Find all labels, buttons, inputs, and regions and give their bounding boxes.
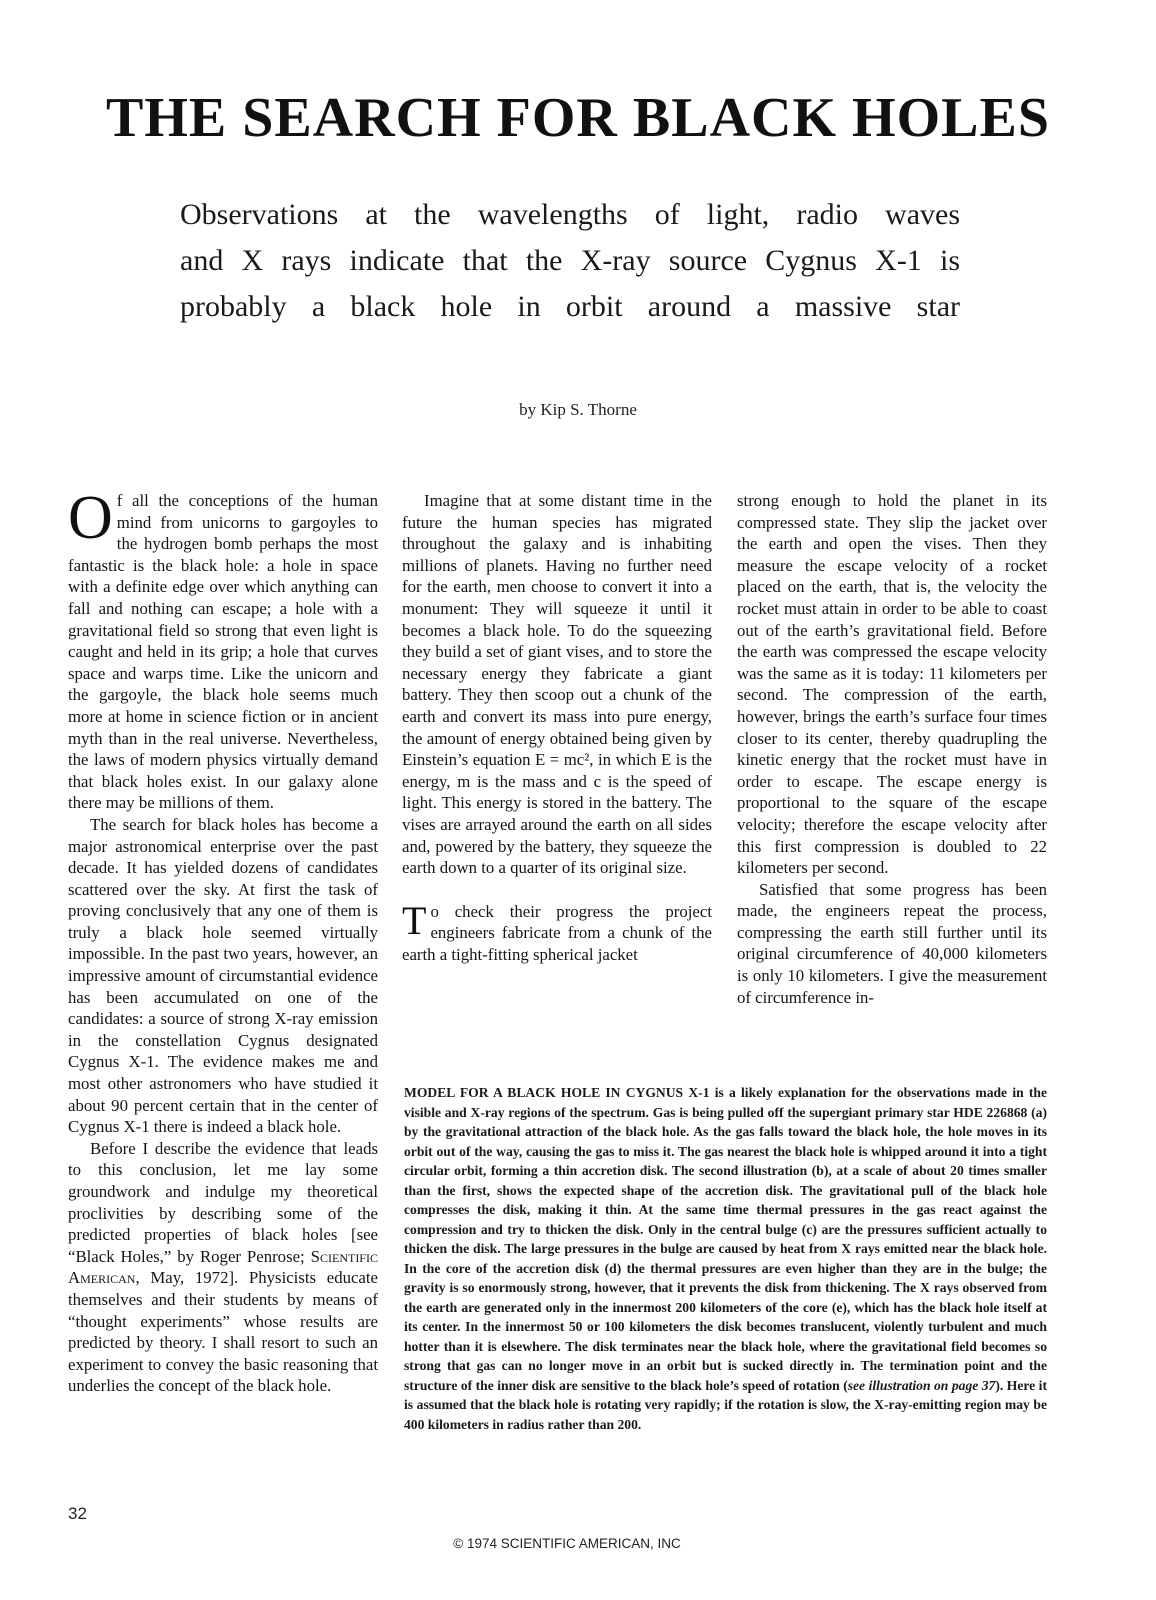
text-column-3	[737, 490, 1047, 1008]
paragraph	[402, 897, 712, 966]
paragraph-text: o check their progress the project engineers fabricate from a chunk of the earth a tight-fitting spherical jacket	[402, 901, 712, 964]
byline: by Kip S. Thorne	[519, 400, 637, 419]
magazine-name: Scientific American	[68, 1246, 378, 1288]
page-number: 32	[68, 1504, 87, 1523]
text-column-1	[68, 484, 378, 1397]
caption-text: MODEL FOR A BLACK HOLE IN CYGNUS X-1 is a likely explanation for the observations made in the visible and X-ray regions of the spectrum. Gas is being pulled off the supergiant primary star HDE 226868 (a) by the gravitational attraction of the black hole. As the gas falls toward the black hole, the hole moves in its orbit out of the way, causing the gas to miss it. The gas nearest the black hole is whipped around it into a tight circular orbit, forming a thin accretion disk. The second illustration (b), at a scale of about 20 times smaller than the first, shows the expected shape of the accretion disk. The gravitational pull of the black hole compresses the disk, making it thin. At the same time thermal pressures in the gas react against the compression and try to thicken the disk. Only in the central bulge (c) are the pressures sufficient actually to thicken the disk. The large pressures in the bulge are caused by heat from X rays emitted near the black hole. In the core of the accretion disk (d) the thermal pressures are even higher than they are in the bulge; the gravity is so enormously strong, however, that it prevents the disk from thickening. The X rays observed from the earth are generated only in the innermost 200 kilometers of the core (e), which has the black hole itself at its center. In the innermost 50 or 100 kilometers the disk becomes translucent, violently turbulent and much hotter than it is elsewhere. The disk terminates near the black hole, where the gravitational field becomes so strong that gas can no longer move in an orbit but is sucked directly in. The termination point and the structure of the inner disk are sensitive to the black hole’s speed of rotation (	[404, 1085, 1047, 1393]
paragraph-text: , May, 1972]. Physicists educate themselves and their students by means of “thought experiments” whose results are predicted by theory. I shall resort to such an experiment to convey the basic reasoning that underlies the concept of the black hole.	[68, 1268, 378, 1396]
article-subtitle	[180, 192, 960, 330]
paragraph-text: Before I describe the evidence that leads to this conclusion, let me lay some groundwork and indulge my theoretical proclivities by describing some of the predicted properties of black holes [see “Black Holes,” by Roger Penrose;	[68, 1138, 378, 1266]
figure-caption	[404, 1083, 1047, 1434]
paragraph: Imagine that at some distant time in the future the human species has migrated throughout the galaxy and is inhabiting millions of planets. Having no further need for the earth, men choose to convert it into a monument: They will squeeze it until it becomes a black hole. To do the squeezing they build a set of giant vises, and to store the necessary energy they fabricate a giant battery. They then scoop out a chunk of the earth and convert its mass into pure energy, the amount of energy obtained being given by Einstein’s equation E = mc², in which E is the energy, m is the mass and c is the speed of light. This energy is stored in the battery. The vises are arrayed around the earth on all sides and, powered by the battery, they squeeze the earth down to a quarter of its original size.	[402, 491, 712, 878]
article-title: THE SEARCH FOR BLACK HOLES	[106, 87, 1050, 149]
paragraph: strong enough to hold the planet in its compressed state. They slip the jacket over the earth and open the vises. Then they measure the escape velocity of a rocket placed on the earth, that is, the velocity the rocket must attain in order to be able to coast out of the earth’s gravitational field. Before the earth was compressed the escape velocity was the same as it is today: 11 kilometers per second. The compression of the earth, however, brings the earth’s surface four times closer to its center, thereby quadrupling the kinetic energy that the rocket must have in order to escape. The escape energy is proportional to the square of the escape velocity; therefore the escape velocity after this first compression is doubled to 22 kilometers per second.	[737, 491, 1047, 878]
paragraph: Satisfied that some progress has been made, the engineers repeat the process, compressing the earth still further until its original circumference of 40,000 kilometers is only 10 kilometers. I give the measurement of circumference in-	[737, 879, 1047, 1007]
paragraph: The search for black holes has become a major astronomical enterprise over the past decade. It has yielded dozens of candidates scattered over the sky. At first the task of proving conclusively that any one of them is truly a black hole seemed virtually impossible. In the past two years, however, an impressive amount of circumstantial evidence has been accumulated on one of the candidates: a source of strong X-ray emission in the constellation Cygnus designated Cygnus X-1. The evidence makes me and most other astronomers who have studied it about 90 percent certain that in the center of Cygnus X-1 there is indeed a black hole.	[68, 814, 378, 1137]
subtitle-line: probably a black hole in orbit around a massive star	[180, 290, 960, 323]
paragraph-text: f all the conceptions of the human mind from unicorns to gargoyles to the hydrogen bomb perhaps the most fantastic is the black hole: a hole in space with a definite edge over which anything can fall and nothing can escape; a hole with a gravitational field so strong that even light is caught and held in its grip; a hole that curves space and warps time. Like the unicorn and the gargoyle, the black hole seems much more at home in science fiction or in ancient myth than in the real universe. Nevertheless, the laws of modern physics virtually demand that black holes exist. In our galaxy alone there may be millions of them.	[68, 491, 378, 813]
paragraph	[68, 1138, 378, 1397]
caption-italic: see illustration on page 37	[847, 1377, 996, 1393]
paragraph	[68, 484, 378, 814]
drop-cap: T	[402, 897, 427, 943]
subtitle-line: Observations at the wavelengths of light, radio waves	[180, 198, 960, 231]
subtitle-line: and X rays indicate that the X-ray source Cygnus X-1 is	[180, 244, 960, 277]
text-column-2	[402, 490, 712, 965]
caption-text: ). Here it is assumed that the black hole is rotating very rapidly; if the rotation is slow, the X-ray-emitting region may be 400 kilometers in radius rather than 200.	[404, 1377, 1047, 1432]
copyright-notice: © 1974 SCIENTIFIC AMERICAN, INC	[453, 1536, 681, 1551]
drop-cap: O	[68, 484, 113, 552]
